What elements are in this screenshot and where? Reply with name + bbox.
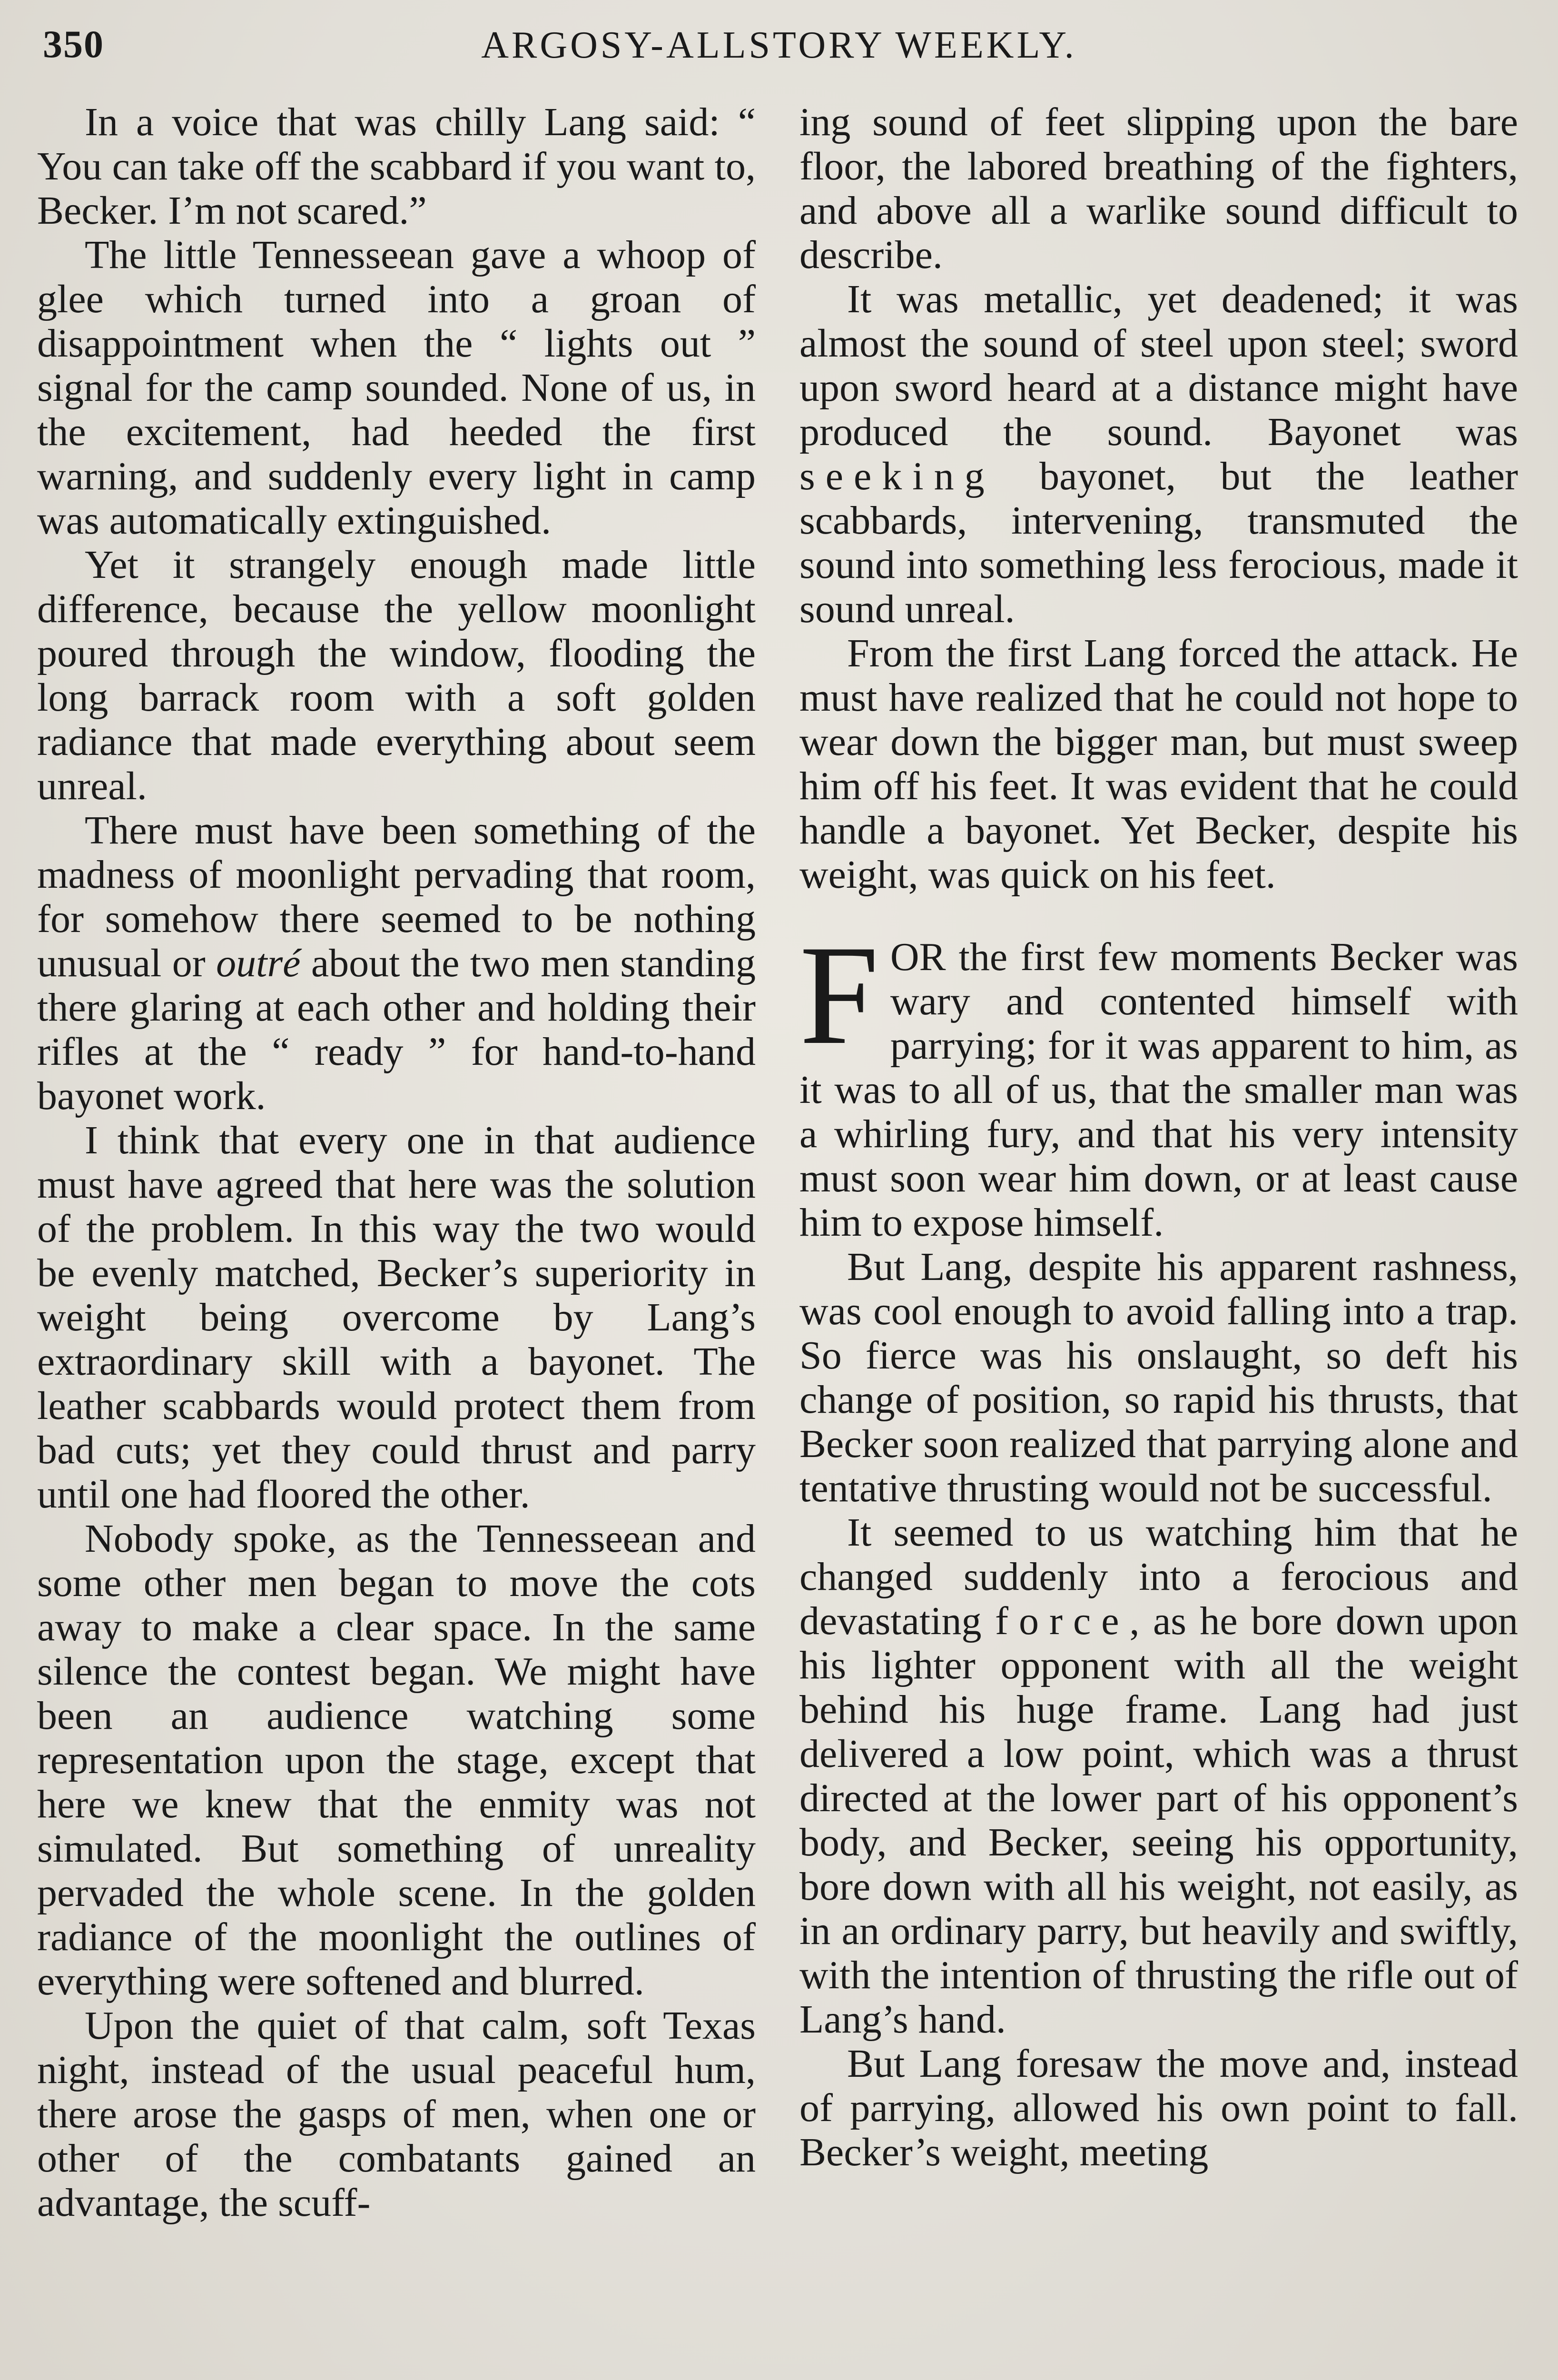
paragraph: In a voice that was chilly Lang said: “ You can take off the scabbard if you want to, Becker. I’m not scared.”	[37, 100, 756, 233]
paragraph: The little Tennesseean gave a whoop of glee which turned into a groan of disappointment when the “ lights out ” signal for the camp sounded. None of us, in the excitement, had heeded the first warning, and suddenly every light in camp was automatically extinguished.	[37, 233, 756, 543]
spaced-word: force	[995, 1599, 1130, 1643]
paragraph: Yet it strangely enough made little difference, because the yellow moonlight poured through the window, flooding the long barrack room with a soft golden radiance that made everything about seem unreal.	[37, 543, 756, 808]
paragraph: It was metallic, yet deadened; it was almost the sound of steel upon steel; sword upon sword heard at a distance might have produced the sound. Bayonet was seeking bayonet, but the leather scabbards, intervening, transmuted the sound into something less ferocious, made it sound unreal.	[799, 277, 1518, 631]
paragraph: But Lang foresaw the move and, instead of parrying, allowed his own point to fall. Becker’s weight, meeting	[799, 2042, 1518, 2174]
drop-cap: F	[799, 916, 879, 1074]
page-number: 350	[43, 22, 104, 66]
paragraph: But Lang, despite his apparent rashness, was cool enough to avoid falling into a trap. So fierce was his onslaught, so deft his change of position, so rapid his thrusts, that Becker soon realized that parrying alone and tentative thrusting would not be successful.	[799, 1245, 1518, 1510]
paragraph: From the first Lang forced the attack. He must have realized that he could not hope to wear down the bigger man, but must sweep him off his feet. It was evident that he could handle a bayonet. Yet Becker, despite his weight, was quick on his feet.	[799, 631, 1518, 897]
paragraph: It seemed to us watching him that he changed suddenly into a ferocious and devastating force, as he bore down upon his lighter opponent with all the weight behind his huge frame. Lang had just delivered a low point, which was a thrust directed at the lower part of his opponent’s body, and Becker, seeing his opportunity, bore down with all his weight, not easily, as in an ordinary parry, but heavily and swiftly, with the intention of thrusting the rifle out of Lang’s hand.	[799, 1510, 1518, 2042]
right-column	[799, 100, 1518, 2174]
section-opening-paragraph: FOR the first few moments Becker was wary and contented himself with parrying; for it was apparent to him, as it was to all of us, that the smaller man was a whirling fury, and that his very intensity must soon wear him down, or at least cause him to expose himself.	[799, 916, 1518, 1245]
running-title: ARGOSY-ALLSTORY WEEKLY.	[481, 24, 1077, 66]
italic-word: outré	[216, 941, 301, 985]
spaced-word: seeking	[799, 454, 995, 498]
paragraph: Upon the quiet of that calm, soft Texas night, instead of the usual peaceful hum, there arose the gasps of men, when one or other of the combatants gained an advantage, the scuff-	[37, 2003, 756, 2225]
page-header	[43, 13, 1515, 70]
paragraph-continuation: ing sound of feet slipping upon the bare floor, the labored breathing of the fighters, and above all a warlike sound difficult to describe.	[799, 100, 1518, 277]
paragraph: I think that every one in that audience must have agreed that here was the solution of the problem. In this way the two would be evenly matched, Becker’s superiority in weight being overcome by Lang’s extraordinary skill with a bayonet. The leather scabbards would protect them from bad cuts; yet they could thrust and parry until one had floored the other.	[37, 1118, 756, 1517]
paragraph: Nobody spoke, as the Tennesseean and some other men began to move the cots away to make a clear space. In the same silence the contest began. We might have been an audience watching some representation upon the stage, except that here we knew that the enmity was not simulated. But something of unreality pervaded the whole scene. In the golden radiance of the moonlight the outlines of everything were softened and blurred.	[37, 1517, 756, 2003]
left-column	[37, 100, 756, 2225]
paragraph: There must have been something of the madness of moonlight pervading that room, for somehow there seemed to be nothing unusual or outré about the two men standing there glaring at each other and holding their rifles at the “ ready ” for hand-to-hand bayonet work.	[37, 808, 756, 1118]
